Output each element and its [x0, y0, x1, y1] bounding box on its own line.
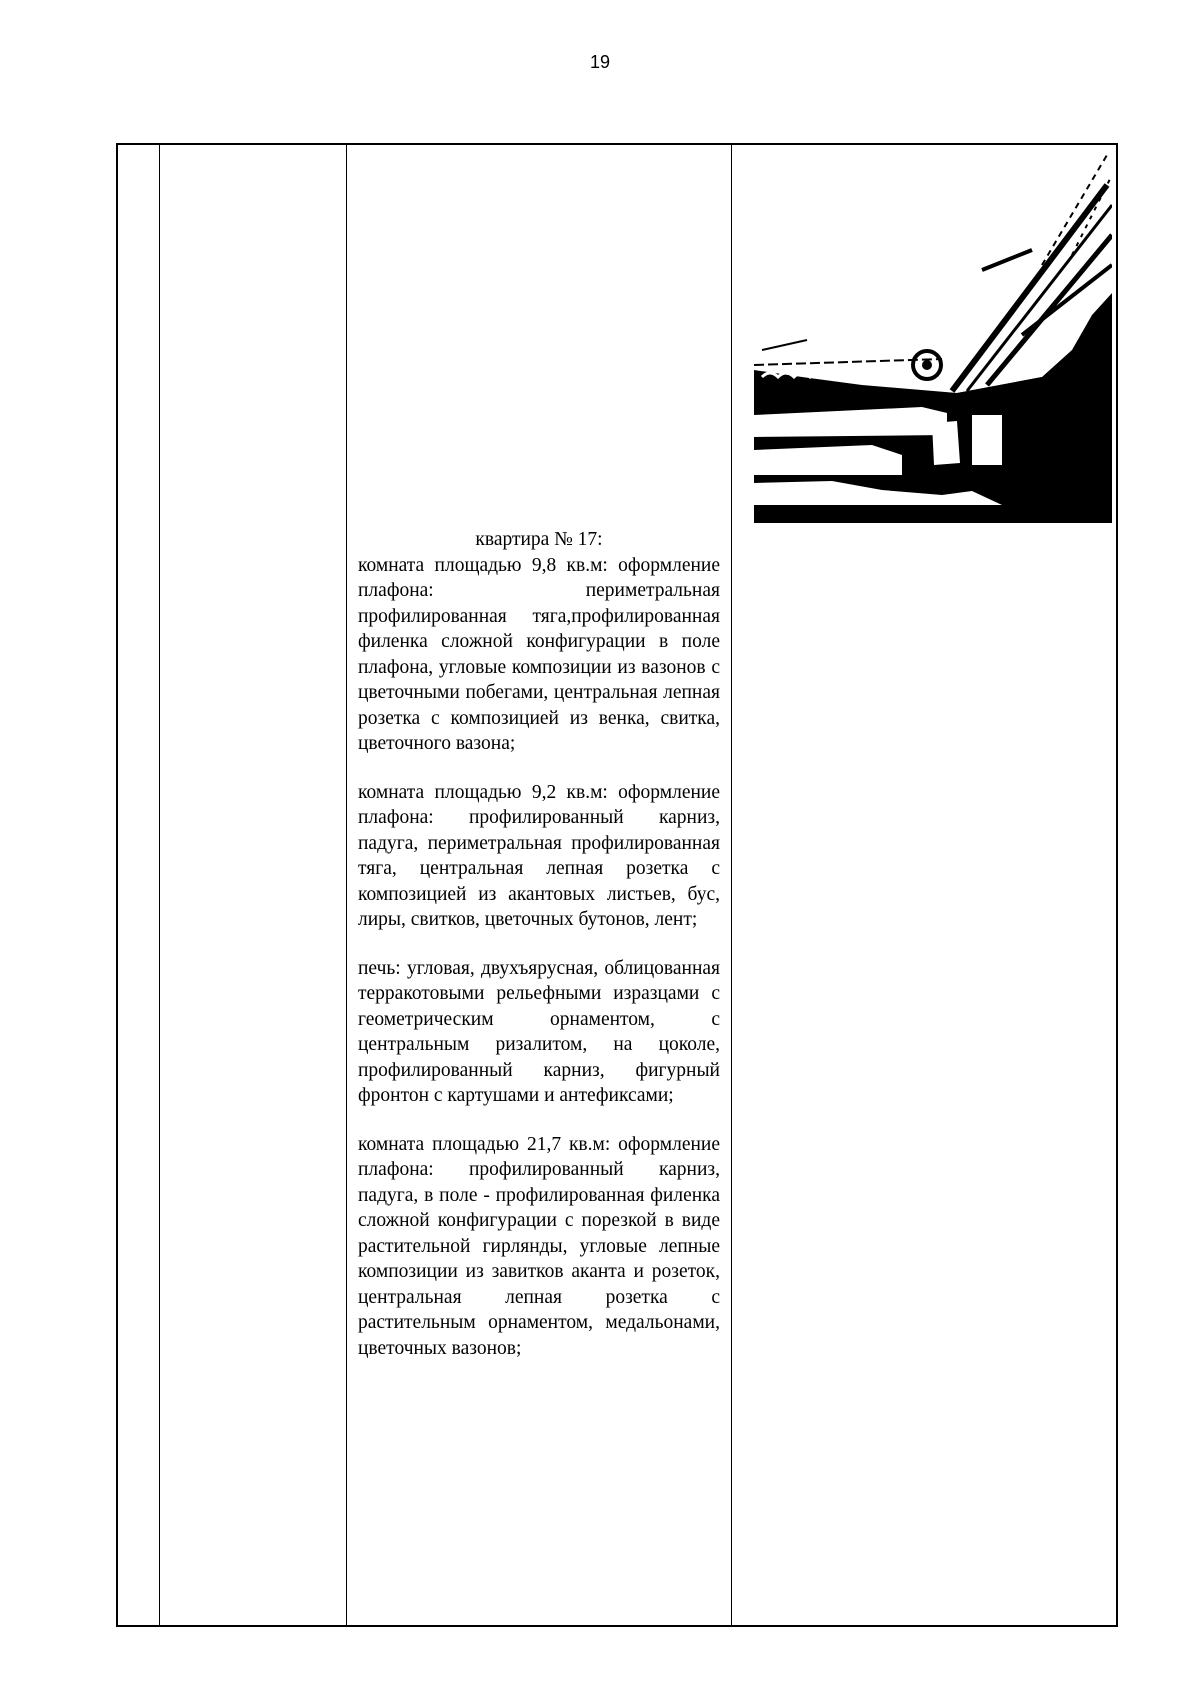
page-number: 19 [589, 52, 611, 72]
description-paragraph: комната площадью 9,8 кв.м: оформление плафона: периметральная профилированная тяга,профилированная филенка сложной конфигурации в поле плафона, угловые композиции из вазонов с цветочными побегами, центральная лепная розетка с композицией из венка, свитка, цветочного вазона; [358, 554, 720, 754]
photo-graphic [742, 145, 1112, 523]
description-paragraph: комната площадью 9,2 кв.м: оформление плафона: профилированный карниз, падуга, периметральная профилированная тяга, центральная лепная розетка с композицией из акантовых листьев, бус, лиры, свитков, цветочных бутонов, лент; [358, 781, 720, 930]
heritage-table [116, 143, 1118, 1627]
apartment-title: квартира № 17: [475, 529, 603, 550]
description-cell [358, 527, 720, 1384]
description-paragraph: комната площадью 21,7 кв.м: оформление плафона: профилированный карниз, падуга, в поле - профилированная филенка сложной конфигурации с порезкой в виде растительной гирлянды, угловые лепные композиции из завитков аканта и розеток, центральная лепная розетка с растительным орнаментом, медальонами, цветочных вазонов; [358, 1133, 720, 1359]
ceiling-cornice-photo [742, 145, 1112, 523]
column-divider [731, 145, 732, 1625]
column-divider [1116, 145, 1117, 1625]
column-divider [346, 145, 347, 1625]
description-paragraph: печь: угловая, двухъярусная, облицованная терракотовыми рельефными изразцами с геометрическим орнаментом, с центральным ризалитом, на цоколе, профилированный карниз, фигурный фронтон с картушами и антефиксами; [358, 957, 720, 1106]
column-divider [159, 145, 160, 1625]
